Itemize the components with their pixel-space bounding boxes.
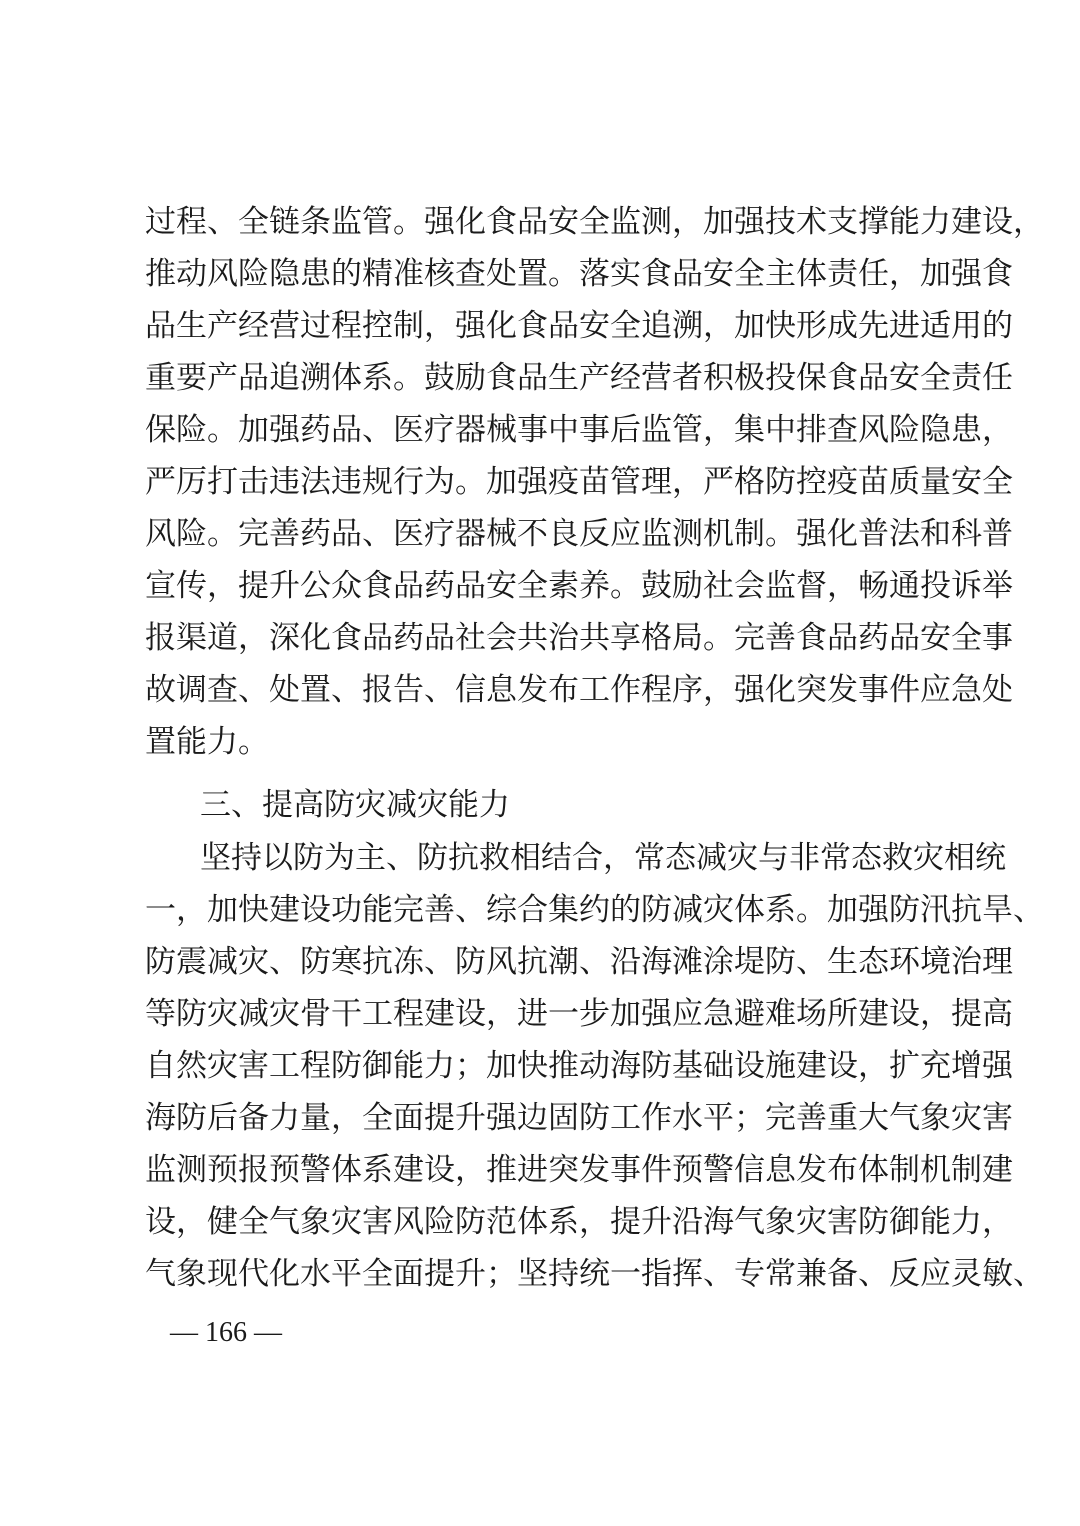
text-line: 等防灾减灾骨干工程建设，进一步加强应急避难场所建设，提高 bbox=[145, 996, 1013, 1032]
text-line: 报渠道，深化食品药品社会共治共享格局。完善食品药品安全事 bbox=[145, 620, 1013, 656]
text-line: 宣传，提升公众食品药品安全素养。鼓励社会监督，畅通投诉举 bbox=[145, 568, 1013, 604]
section-heading: 三、提高防灾减灾能力 bbox=[200, 787, 510, 823]
text-line: 设，健全气象灾害风险防范体系，提升沿海气象灾害防御能力， bbox=[145, 1204, 1013, 1240]
text-line: 海防后备力量，全面提升强边固防工作水平；完善重大气象灾害 bbox=[145, 1100, 1013, 1136]
text-line: 监测预报预警体系建设，推进突发事件预警信息发布体制机制建 bbox=[145, 1152, 1013, 1188]
text-line: 过程、全链条监管。强化食品安全监测，加强技术支撑能力建设， bbox=[145, 204, 1044, 240]
page-number: — 166 — bbox=[170, 1317, 282, 1348]
text-line: 重要产品追溯体系。鼓励食品生产经营者积极投保食品安全责任 bbox=[145, 360, 1013, 396]
text-line: 防震减灾、防寒抗冻、防风抗潮、沿海滩涂堤防、生态环境治理 bbox=[145, 944, 1013, 980]
text-line: 风险。完善药品、医疗器械不良反应监测机制。强化普法和科普 bbox=[145, 516, 1013, 552]
text-line: 品生产经营过程控制，强化食品安全追溯，加快形成先进适用的 bbox=[145, 308, 1013, 344]
text-line: 一，加快建设功能完善、综合集约的防减灾体系。加强防汛抗旱、 bbox=[145, 892, 1044, 928]
text-line: 严厉打击违法违规行为。加强疫苗管理，严格防控疫苗质量安全 bbox=[145, 464, 1013, 500]
text-line: 故调查、处置、报告、信息发布工作程序，强化突发事件应急处 bbox=[145, 672, 1013, 708]
text-line: 置能力。 bbox=[145, 724, 269, 760]
text-line: 保险。加强药品、医疗器械事中事后监管，集中排查风险隐患， bbox=[145, 412, 1013, 448]
text-line: 自然灾害工程防御能力；加快推动海防基础设施建设，扩充增强 bbox=[145, 1048, 1013, 1084]
text-line: 坚持以防为主、防抗救相结合，常态减灾与非常态救灾相统 bbox=[200, 840, 1006, 876]
text-line: 推动风险隐患的精准核查处置。落实食品安全主体责任，加强食 bbox=[145, 256, 1013, 292]
text-line: 气象现代化水平全面提升；坚持统一指挥、专常兼备、反应灵敏、 bbox=[145, 1256, 1044, 1292]
